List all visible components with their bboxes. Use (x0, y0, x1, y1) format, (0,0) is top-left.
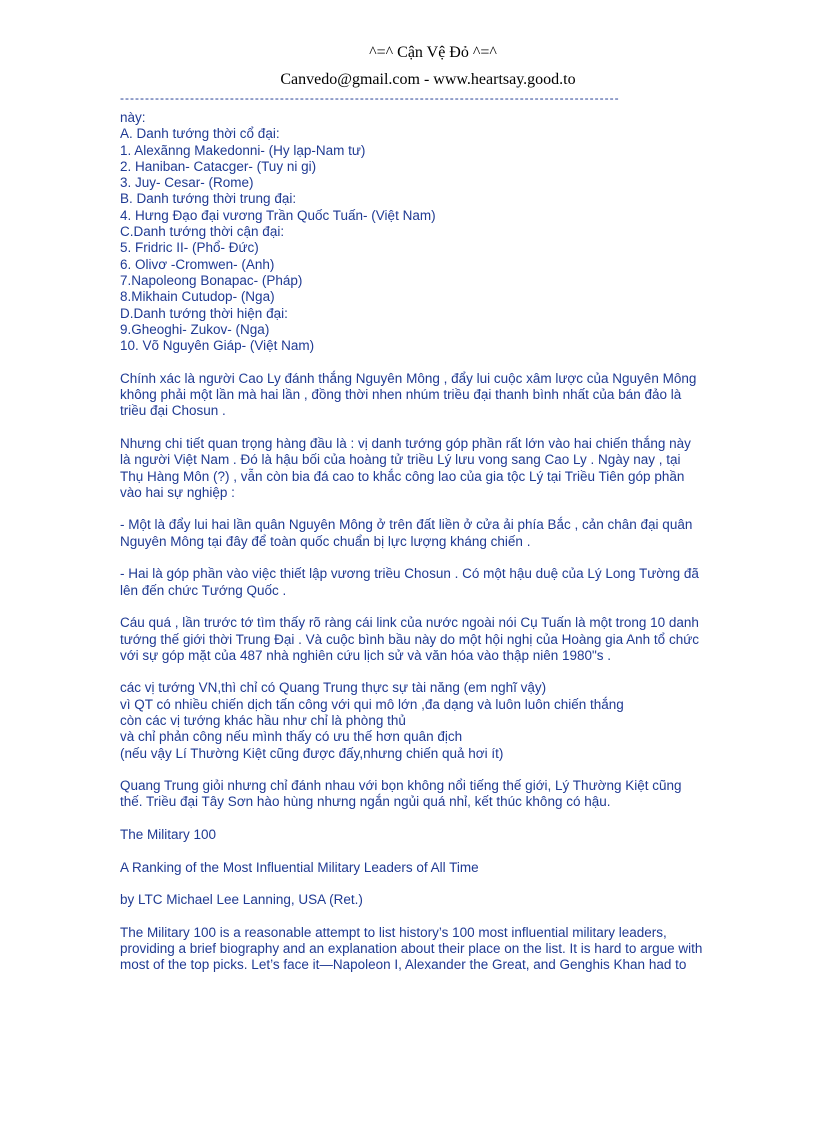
book-subtitle (120, 860, 710, 876)
paragraph-chi-tiet (120, 436, 710, 501)
paragraph-hai-la (120, 566, 710, 599)
paragraph-mot-la (120, 517, 710, 550)
text-line: The Military 100 is a reasonable attempt to list history’s 100 most influential military leaders, (120, 924, 667, 940)
text-line: vào hai sự nghiệp : (120, 484, 235, 500)
list-line: 2. Haniban- Catacger- (Tuy ni gi) (120, 158, 317, 174)
paragraph-military-100 (120, 925, 710, 974)
text-line: - Một là đẩy lui hai lần quân Nguyên Mông ở trên đất liền ở cửa ải phía Bắc , cản chân đại quân (120, 517, 693, 533)
document-body (120, 110, 710, 974)
site-title: ^=^ Cận Vệ Đỏ ^=^ (369, 44, 497, 61)
list-line: 5. Fridric II- (Phổ- Đức) (120, 240, 259, 256)
text-line: (nếu vậy Lí Thường Kiệt cũng được đấy,nhưng chiến quả hơi ít) (120, 745, 504, 761)
generals-list (120, 110, 710, 354)
site-contact: Canvedo@gmail.com - www.heartsay.good.to (280, 71, 576, 88)
list-line: A. Danh tướng thời cổ đại: (120, 126, 280, 142)
text-line: - Hai là góp phần vào việc thiết lập vương triều Chosun . Có một hậu duệ của Lý Long Tường đã (120, 566, 699, 582)
header-divider: ---------------------------------------------------------------------------------------------------- (120, 91, 620, 105)
list-line: 6. Olivơ -Cromwen- (Anh) (120, 256, 275, 272)
text-line: most of the top picks. Let’s face it—Napoleon I, Alexander the Great, and Genghis Khan had to (120, 957, 687, 973)
text-line: các vị tướng VN,thì chỉ có Quang Trung thực sự tài năng (em nghĩ vậy) (120, 680, 547, 696)
text-line: Chính xác là người Cao Ly đánh thắng Nguyên Mông , đẩy lui cuộc xâm lược của Nguyên Mông (120, 370, 697, 386)
list-line: 3. Juy- Cesar- (Rome) (120, 175, 254, 191)
text-line: Thụ Hàng Môn (?) , vẫn còn bia đá cao to khắc công lao của gia tộc Lý tại Triều Tiên góp phần (120, 468, 685, 484)
text-line: là người Việt Nam . Đó là hậu bối của hoàng tử triều Lý lưu vong sang Cao Ly . Ngày nay , tại (120, 452, 681, 468)
text-line: lên đến chức Tướng Quốc . (120, 582, 287, 598)
text-line: thế. Triều đại Tây Sơn hào hùng nhưng ngắn ngủi quá nhỉ, kết thúc không có hậu. (120, 794, 611, 810)
list-line: 9.Gheoghi- Zukov- (Nga) (120, 321, 270, 337)
text-line: Cáu quá , lần trước tớ tìm thấy rõ ràng cái link của nước ngoài nói Cụ Tuấn là một trong 10 danh (120, 615, 699, 631)
paragraph-cac-vi-tuong (120, 680, 710, 761)
list-line: 10. Võ Nguyên Giáp- (Việt Nam) (120, 338, 315, 354)
list-line: C.Danh tướng thời cận đại: (120, 224, 285, 240)
text-line: by LTC Michael Lee Lanning, USA (Ret.) (120, 892, 363, 908)
text-line: tướng thế giới thời Trung Đại . Và cuộc bình bầu này do một hội nghị của Hoàng gia Anh tổ chức (120, 631, 699, 647)
list-line: 7.Napoleong Bonapac- (Pháp) (120, 272, 303, 288)
list-line: này: (120, 110, 146, 125)
paragraph-cau-qua (120, 615, 710, 664)
text-line: vì QT có nhiều chiến dịch tấn công với qui mô lớn ,đa dạng và luôn luôn chiến thắng (120, 696, 624, 712)
list-line: 4. Hưng Đạo đại vương Trần Quốc Tuấn- (Việt Nam) (120, 207, 436, 223)
book-title (120, 827, 710, 843)
text-line: với sự góp mặt của 487 nhà nghiên cứu lịch sử và văn hóa vào thập niên 1980"s . (120, 647, 612, 663)
text-line: Nhưng chi tiết quan trọng hàng đầu là : vị danh tướng góp phần rất lớn vào hai chiến thắng này (120, 435, 691, 451)
paragraph-cao-ly (120, 371, 710, 420)
list-line: 1. Alexãnng Makedonni- (Hy lạp-Nam tư) (120, 142, 366, 158)
text-line: và chỉ phản công nếu mình thấy có ưu thế hơn quân địch (120, 729, 463, 745)
list-line: B. Danh tướng thời trung đại: (120, 191, 297, 207)
text-line: không phải một lần mà hai lần , đồng thời nhen nhúm triều đại thanh bình nhất của bán đảo là (120, 387, 682, 403)
text-line: Quang Trung giỏi nhưng chỉ đánh nhau với bọn không nổi tiếng thế giới, Lý Thường Kiệt cũng (120, 778, 682, 794)
paragraph-quang-trung (120, 778, 710, 811)
text-line: triều đại Chosun . (120, 403, 226, 419)
list-line: D.Danh tướng thời hiện đại: (120, 305, 288, 321)
text-line: Nguyên Mông tại đây để toàn quốc chuẩn bị lực lượng kháng chiến . (120, 533, 531, 549)
book-author (120, 892, 710, 908)
text-line: còn các vị tướng khác hầu như chỉ là phòng thủ (120, 712, 406, 728)
list-line: 8.Mikhain Cutudop- (Nga) (120, 289, 275, 305)
text-line: A Ranking of the Most Influential Military Leaders of All Time (120, 859, 479, 875)
text-line: providing a brief biography and an explanation about their place on the list. It is hard to argue with (120, 941, 703, 957)
text-line: The Military 100 (120, 827, 217, 843)
